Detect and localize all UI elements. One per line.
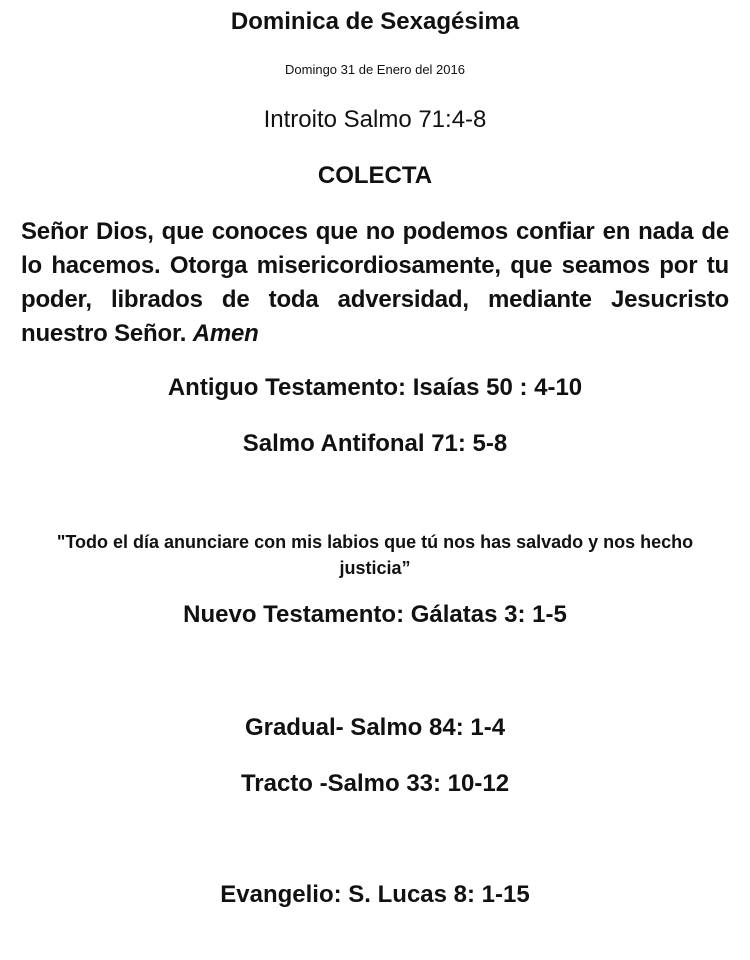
new-testament-reading: Nuevo Testamento: Gálatas 3: 1-5 xyxy=(183,601,567,628)
collect-heading: COLECTA xyxy=(317,162,433,189)
antiphonal-psalm-reading: Salmo Antifonal 71: 5-8 xyxy=(242,430,508,457)
introit-heading: Introito Salmo 71:4-8 xyxy=(263,106,487,133)
gospel-reading: Evangelio: S. Lucas 8: 1-15 xyxy=(220,881,530,908)
psalm-antiphon: "Todo el día anunciare con mis labios que tú nos has salvado y nos hecho justicia” xyxy=(56,532,694,578)
tract-reading: Tracto -Salmo 33: 10-12 xyxy=(240,770,510,797)
collect-text: Señor Dios, que conoces que no podemos confiar en nada de lo hacemos. Otorga misericordiosamente, que seamos por tu poder, librados de toda adversidad, mediante Jesucristo nuestro Señor. xyxy=(21,218,729,347)
old-testament-reading: Antiguo Testamento: Isaías 50 : 4-10 xyxy=(167,374,583,401)
page-title: Dominica de Sexagésima xyxy=(230,8,520,35)
collect-prayer xyxy=(21,215,729,351)
gradual-reading: Gradual- Salmo 84: 1-4 xyxy=(244,714,506,741)
service-date: Domingo 31 de Enero del 2016 xyxy=(285,62,465,77)
collect-amen: Amen xyxy=(192,320,259,347)
